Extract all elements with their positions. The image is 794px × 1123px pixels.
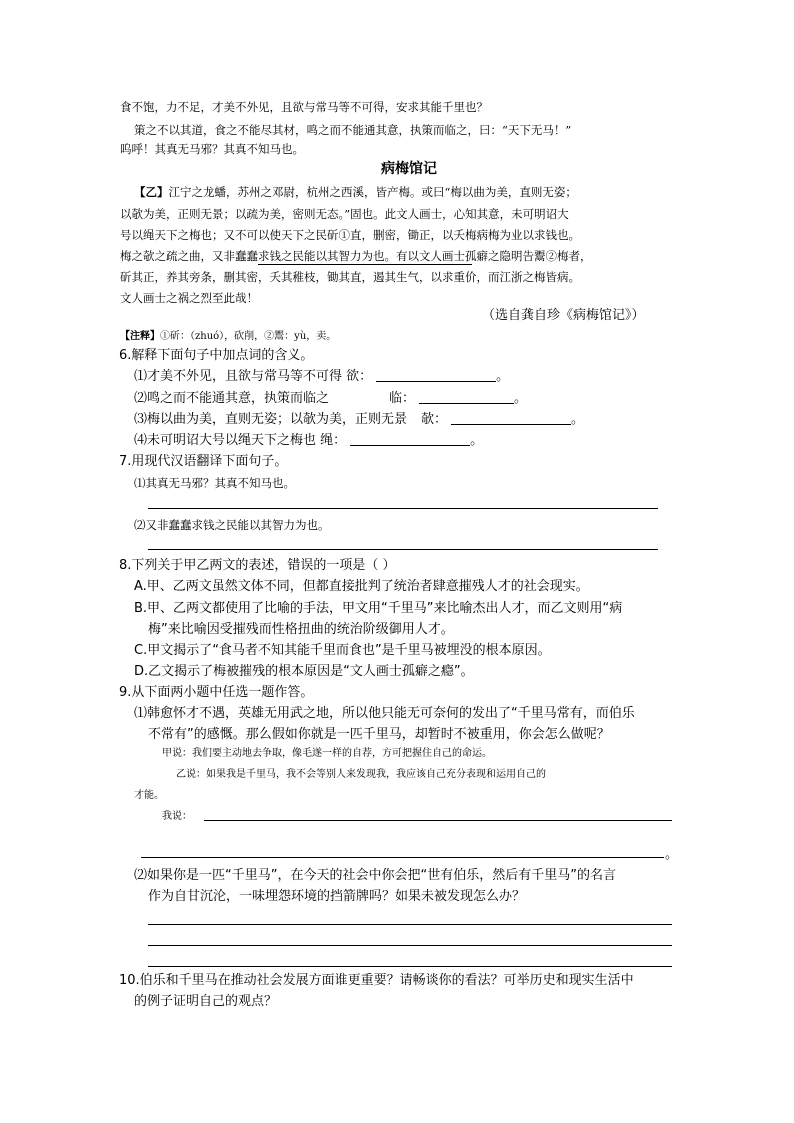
question-9-item-2: ⑵如果你是一匹“千里马”，在今天的社会中你会把“世有伯乐，然后有千里马”的名言 — [134, 868, 616, 883]
option-a[interactable]: A.甲、乙两文虽然文体不同，但都直接批判了统治者肆意摧残人才的社会现实。 — [134, 579, 589, 594]
question-9-stem: 9.从下面两小题中任选一题作答。 — [119, 685, 314, 700]
passage-jia-line: 呜呼！其真无马邪？其真不知马也。 — [120, 142, 304, 156]
answer-line[interactable] — [204, 820, 672, 821]
passage-yi-line: 斫其正，养其旁条，删其密，夭其稚枝，锄其直，遏其生气，以求重价，而江浙之梅皆病。 — [120, 270, 580, 284]
passage-underline — [258, 264, 472, 265]
answer-line[interactable] — [148, 945, 672, 946]
question-8-stem: 8.下列关于甲乙两文的表述，错误的一项是（ ） — [119, 558, 396, 573]
answer-line[interactable] — [148, 924, 672, 925]
passage-source: （选自龚自珍《病梅馆记》） — [482, 308, 645, 323]
question-6-item-4: ⑷未可明诏大号以绳天下之梅也 绳： 。 — [134, 433, 484, 448]
option-b[interactable]: B.甲、乙两文都使用了比喻的手法，甲文用“千里马”来比喻杰出人才，而乙文则用“病 — [134, 601, 623, 616]
annotation-label: 【注释】 — [120, 331, 160, 342]
answer-line[interactable] — [148, 508, 658, 509]
question-10-stem-continued: 的例子证明自己的观点？ — [134, 994, 278, 1009]
passage-yi-line: 【乙】江宁之龙蟠，苏州之邓尉，杭州之西溪，皆产梅。或曰“梅以曲为美，直则无姿； — [134, 185, 577, 199]
passage-yi-line: 文人画士之祸之烈至此哉！ — [120, 291, 258, 305]
answer-blank[interactable] — [419, 390, 514, 404]
question-9-item-1: ⑴韩愈怀才不遇，英雄无用武之地，所以他只能无可奈何的发出了“千里马常有，而伯乐 — [134, 706, 635, 721]
statement-yi-continued: 才能。 — [134, 790, 164, 801]
passage-yi-title: 病梅馆记 — [381, 161, 437, 177]
question-9-item-2-continued: 作为自甘沉沦，一味埋怨环境的挡箭牌吗？如果未被发现怎么办？ — [148, 889, 526, 904]
question-6-stem: 6.解释下面句子中加点词的含义。 — [119, 348, 314, 363]
question-7-item-1: ⑴其真无马邪？其真不知马也。 — [134, 476, 295, 490]
passage-yi-line: 号以绳天下之梅也；又不可以使天下之民斫①直，删密，锄正，以夭梅病梅为业以求钱也。 — [120, 228, 580, 242]
statement-yi: 乙说：如果我是千里马，我不会等别人来发现我，我应该自己充分表现和运用自己的 — [176, 769, 546, 780]
passage-yi-label: 【乙】 — [134, 185, 169, 199]
annotation-text: ①斫：（zhuó），砍削，②鬻：yù，卖。 — [160, 331, 337, 342]
statement-wo-label: 我说： — [162, 811, 192, 822]
question-6-item-2: ⑵鸣之而不能通其意，执策而临之 临： 。 — [134, 391, 528, 406]
annotation — [120, 328, 336, 346]
answer-line[interactable] — [141, 857, 664, 858]
answer-blank[interactable] — [350, 432, 470, 446]
question-7-item-2: ⑵又非蠢蠢求钱之民能以其智力为也。 — [134, 518, 330, 532]
passage-jia-line: 食不饱，力不足，才美不外见，且欲与常马等不可得，安求其能千里也？ — [120, 100, 488, 114]
answer-line-end: 。 — [665, 847, 679, 862]
answer-blank[interactable] — [451, 411, 571, 425]
question-6-item-1: ⑴才美不外见，且欲与常马等不可得 欲： 。 — [134, 369, 510, 384]
answer-line[interactable] — [148, 549, 658, 550]
option-b-continued: 梅”来比喻因受摧残而性格扭曲的统治阶级御用人才。 — [148, 622, 454, 637]
statement-jia: 甲说：我们要主动地去争取，像毛遂一样的自荐，方可把握住自己的命运。 — [162, 748, 492, 759]
question-6-item-3: ⑶梅以曲为美，直则无姿；以欹为美，正则无景 欹： 。 — [134, 412, 585, 427]
passage-jia-line: 策之不以其道，食之不能尽其材，鸣之而不能通其意，执策而临之，曰：“天下无马！” — [134, 123, 572, 137]
option-c[interactable]: C.甲文揭示了“食马者不知其能千里而食也”是千里马被埋没的根本原因。 — [134, 643, 551, 658]
question-10-stem: 10.伯乐和千里马在推动社会发展方面谁更重要？请畅谈你的看法？可举历史和现实生活中 — [119, 973, 634, 988]
passage-yi-line: 以欹为美，正则无景；以疏为美，密则无态。”固也。此文人画士，心知其意，未可明诏大 — [120, 207, 569, 221]
answer-line[interactable] — [148, 966, 672, 967]
question-9-item-1-continued: 不常有”的感慨。那么假如你就是一匹千里马，却暂时不被重用，你会怎么做呢？ — [148, 727, 610, 742]
answer-blank[interactable] — [376, 368, 496, 382]
passage-yi-line: 梅之欹之疏之曲，又非蠢蠢求钱之民能以其智力为也。有以文人画士孤癖之隐明告鬻②梅者， — [120, 249, 592, 263]
question-7-stem: 7.用现代汉语翻译下面句子。 — [119, 454, 288, 469]
option-d[interactable]: D.乙文揭示了梅被摧残的根本原因是“文人画士孤癖之瘾”。 — [134, 664, 474, 679]
